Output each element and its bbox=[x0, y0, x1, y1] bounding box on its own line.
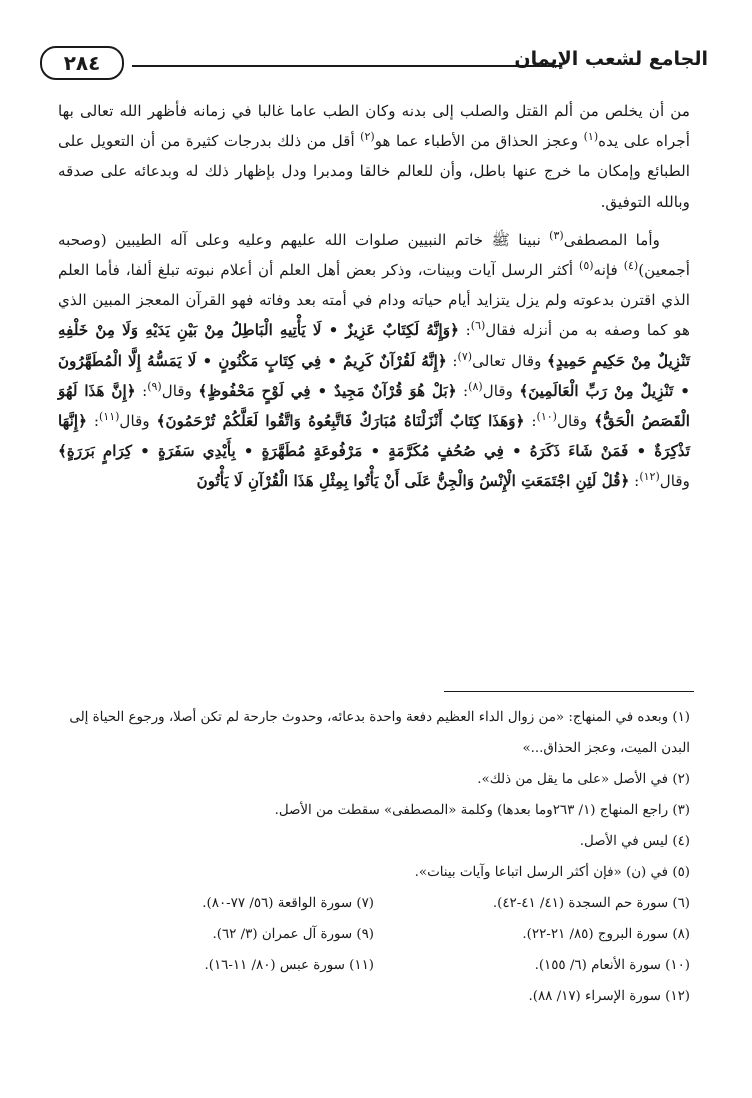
quran-verse: ﴿إِنَّهُ لَقُرْآنٌ كَرِيمٌ • فِي كِتَابٍ مَكْنُونٍ • لَا يَمَسُّهُ إِلَّا الْمُطَهَّرُونَ • تَنْزِيلٌ مِنْ رَبِّ الْعَالَمِينَ﴾ bbox=[58, 351, 690, 400]
footnote-marker: (١٢) bbox=[639, 470, 660, 484]
quran-verse: ﴿بَلْ هُوَ قُرْآنٌ مَجِيدٌ • فِي لَوْحٍ مَحْفُوظٍ﴾ bbox=[198, 381, 457, 400]
footnote-row bbox=[58, 888, 690, 919]
text-run: : bbox=[135, 381, 148, 400]
text-run: أكثر الرسل آيات وبينات، وذكر بعض أهل العلم أن أعلام نبوته تبلغ ألفا، فأما العلم الذي اقترن بدعوته ولم يزل يتزايد أيام حياته ودام في أمته بعد وفاته فهو القرآن المعجز المبين الذي هو كما وصفه به من أنزله فقال bbox=[58, 261, 690, 340]
page-number: ٢٨٤ bbox=[40, 46, 124, 80]
text-run: وقال تعالى bbox=[472, 351, 548, 370]
paragraph bbox=[58, 96, 690, 217]
footnote: (٢) في الأصل «على ما يقل من ذلك». bbox=[477, 772, 690, 787]
footnote: (٧) سورة الواقعة (٥٦/ ٧٧-٨٠). bbox=[202, 896, 374, 911]
footnote-marker: (٩) bbox=[147, 379, 162, 393]
text-run: : bbox=[86, 412, 99, 431]
footnote-marker: (٥) bbox=[579, 258, 594, 272]
footnote-marker: (٢) bbox=[360, 130, 375, 144]
text-run: : bbox=[459, 321, 471, 340]
header-rule bbox=[132, 65, 562, 67]
text-run: : bbox=[446, 351, 458, 370]
footnote: (١٢) سورة الإسراء (١٧/ ٨٨). bbox=[528, 989, 690, 1004]
footnote-marker: (٦) bbox=[470, 319, 486, 333]
quran-verse: ﴿إِنَّهَا تَذْكِرَةٌ • فَمَنْ شَاءَ ذَكَرَهُ • فِي صُحُفٍ مُكَرَّمَةٍ • مَرْفُوعَةٍ مُطَهَّرَةٍ • بِأَيْدِي سَفَرَةٍ • كِرَامٍ بَرَرَةٍ﴾ bbox=[58, 412, 690, 461]
footnote-marker: (٣) bbox=[549, 228, 564, 242]
text-run: وقال bbox=[161, 381, 199, 400]
footnote: (٣) راجع المنهاج (١/ ٢٦٣وما بعدها) وكلمة «المصطفى» سقطت من الأصل. bbox=[274, 803, 690, 818]
footnote: (٨) سورة البروج (٨٥/ ٢١-٢٢). bbox=[522, 927, 690, 942]
footnote: (٥) في (ن) «فإن أكثر الرسل اتباعا وآيات بينات». bbox=[414, 865, 690, 880]
quran-verse: ﴿وَهَذَا كِتَابٌ أَنْزَلْنَاهُ مُبَارَكٌ فَاتَّبِعُوهُ وَاتَّقُوا لَعَلَّكُمْ تُرْحَمُونَ﴾ bbox=[156, 412, 525, 431]
footnote-marker: (١٠) bbox=[536, 409, 557, 423]
book-title: الجامع لشعب الإيمان bbox=[514, 48, 708, 70]
footnote: (١١) سورة عبس (٨٠/ ١١-١٦). bbox=[204, 958, 374, 973]
footnote: (١) وبعده في المنهاج: «من زوال الداء العظيم دفعة واحدة بدعائه، وحدوث جارحة لم تكن أصلا، ورجوع الحياة إلى البدن الميت، وعجز الحذاق...» bbox=[69, 710, 690, 756]
text-run: فإنه bbox=[593, 261, 624, 280]
footnote: (٩) سورة آل عمران (٣/ ٦٢). bbox=[212, 927, 374, 942]
footnote: (٤) ليس في الأصل. bbox=[579, 834, 690, 849]
text-run: من أن يخلص من ألم القتل والصلب إلى بدنه وكان الطب عاما غالبا في زمانه فأظهر الله تعالى بها أجراه على يده bbox=[58, 102, 691, 151]
footnote-marker: (٨) bbox=[468, 379, 483, 393]
text-run: : bbox=[456, 381, 469, 400]
text-run: وعجز الحذاق من الأطباء عما هو bbox=[374, 132, 584, 151]
text-run: : bbox=[524, 412, 537, 431]
footnote-marker: (١١) bbox=[99, 409, 120, 423]
text-run: أقل من ذلك بدرجات كثيرة من أن التعويل على الطبائع وإمكان ما خرج عنها باطل، وأن للعالم خالقا ومدبرا ودل بإظهار ذلك له وبدعائه على صدقه وبالله التوفيق. bbox=[58, 132, 690, 211]
quran-verse: ﴿وَإِنَّهُ لَكِتَابٌ عَزِيزٌ • لَا يَأْتِيهِ الْبَاطِلُ مِنْ بَيْنِ يَدَيْهِ وَلَا مِنْ خَلْفِهِ تَنْزِيلٌ مِنْ حَكِيمٍ حَمِيدٍ﴾ bbox=[58, 321, 691, 370]
footnote-row bbox=[58, 919, 690, 950]
text-run: وأما المصطفى bbox=[563, 230, 660, 249]
footnotes bbox=[58, 702, 690, 1012]
footnote: (٦) سورة حم السجدة (٤١/ ٤١-٤٢). bbox=[492, 896, 690, 911]
footnote-row bbox=[58, 950, 690, 981]
text-run: وقال bbox=[659, 472, 690, 491]
text-run: وقال bbox=[119, 412, 157, 431]
paragraph bbox=[58, 225, 690, 497]
text-run: وقال bbox=[482, 381, 520, 400]
page-header bbox=[40, 36, 708, 86]
footnote-marker: (٤) bbox=[623, 258, 639, 272]
main-text bbox=[58, 96, 690, 497]
text-run: نبينا ﷺ خاتم النبيين صلوات الله عليهم وعليه وعلى آله الطيبين (وصحبه أجمعين) bbox=[58, 230, 690, 280]
quran-verse: ﴿إِنَّ هَذَا لَهُوَ الْقَصَصُ الْحَقُّ﴾ bbox=[58, 381, 690, 431]
footnote-divider bbox=[444, 691, 694, 692]
quran-verse: ﴿قُلْ لَئِنِ اجْتَمَعَتِ الْإِنْسُ وَالْجِنُّ عَلَى أَنْ يَأْتُوا بِمِثْلِ هَذَا الْقُرْآنِ لَا يَأْتُونَ bbox=[196, 472, 630, 491]
footnote-marker: (١) bbox=[583, 130, 599, 144]
text-run: وقال bbox=[556, 412, 595, 431]
footnote: (١٠) سورة الأنعام (٦/ ١٥٥). bbox=[534, 958, 690, 973]
footnote-marker: (٧) bbox=[457, 349, 473, 363]
text-run: : bbox=[629, 472, 640, 491]
